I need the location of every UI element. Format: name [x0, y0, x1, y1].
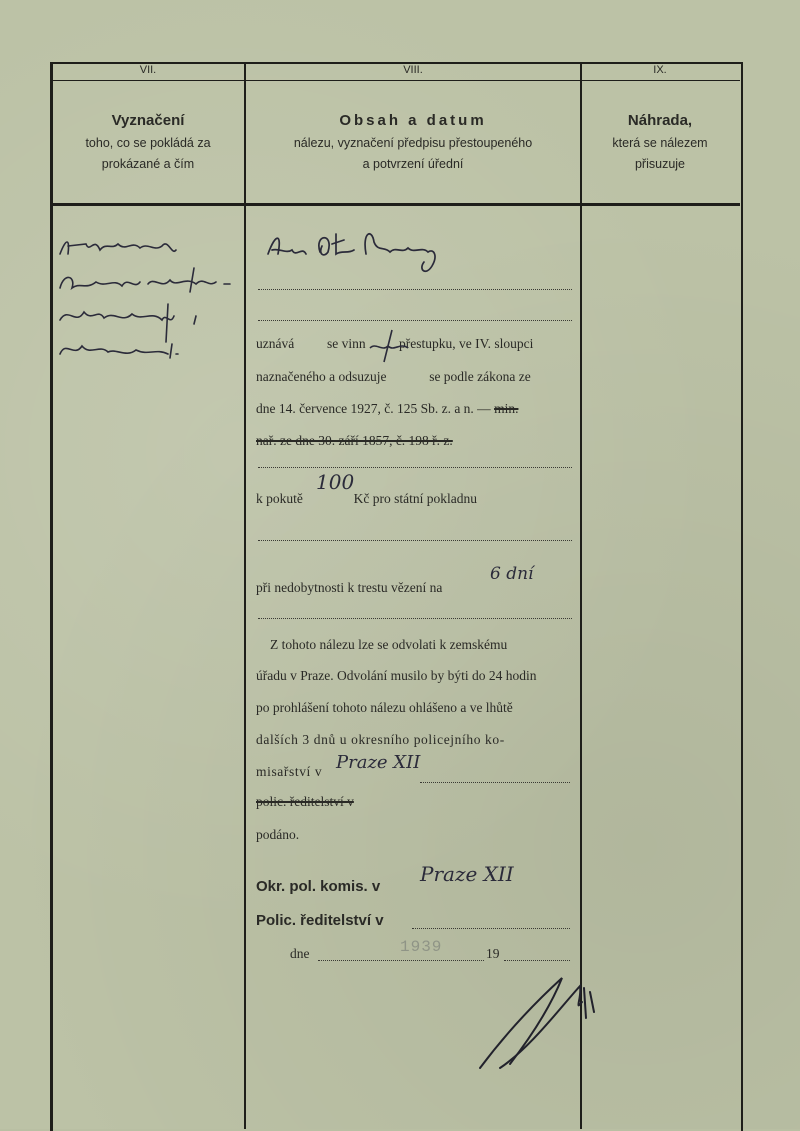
dotted-line	[258, 618, 572, 619]
date-year-suffix: 19	[486, 946, 500, 961]
dotted-line	[258, 289, 572, 290]
appeal-line-3: po prohlášení tohoto nálezu ohlášeno a ve lhůtě	[256, 700, 513, 715]
appeal-line-6: polic. ředitelství v	[256, 794, 354, 809]
dotted-line	[258, 467, 572, 468]
dotted-line	[258, 320, 572, 321]
verdict-line-4: nař. ze dne 30. září 1857, č. 198 ř. z.	[256, 433, 453, 448]
table-frame	[50, 62, 743, 1131]
handwritten-prison-term: 6 dní	[490, 564, 534, 584]
dotted-line	[504, 960, 570, 961]
prison-line: při nedobytnosti k trestu vězení na	[256, 580, 443, 595]
verdict-line-2: naznačeného a odsuzuje se podle zákona ze	[256, 369, 531, 384]
handwritten-suffix	[362, 326, 432, 366]
column-subtitle: prokázané a čím	[101, 157, 195, 171]
column-number-vii: VII.	[139, 64, 157, 76]
handwritten-office-place: Praze XII	[420, 862, 514, 886]
column-title: Obsah a datum	[339, 112, 487, 129]
column-header-viii	[246, 110, 580, 175]
fine-line: k pokutě Kč pro státní pokladnu	[256, 491, 477, 506]
header-rule	[50, 80, 740, 81]
column-header-ix	[582, 110, 738, 175]
column-header-vii	[52, 110, 244, 175]
date-stamp: 1939	[400, 938, 443, 956]
column-subtitle: a potvrzení úřední	[362, 157, 464, 171]
column-number-ix: IX.	[653, 64, 667, 76]
column-subtitle: která se nálezem	[612, 136, 708, 150]
office-line-1: Okr. pol. komis. v	[256, 878, 381, 895]
dotted-line	[420, 782, 570, 783]
appeal-line-4: dalších 3 dnů u okresního policejního ko-	[256, 732, 505, 747]
handwritten-finding	[56, 232, 236, 372]
verdict-line-3: dne 14. července 1927, č. 125 Sb. z. a n. — min.	[256, 401, 519, 416]
office-line-2: Polic. ředitelství v	[256, 912, 384, 929]
column-number-viii: VIII.	[403, 64, 423, 76]
official-signature	[470, 968, 610, 1078]
dotted-line	[318, 960, 484, 961]
verdict-line-1: uznává se vinn přestupku, ve IV. sloupci	[256, 336, 534, 351]
dotted-line	[258, 540, 572, 541]
appeal-line-7: podáno.	[256, 827, 300, 842]
appeal-line-2: úřadu v Praze. Odvolání musilo by býti do 24 hodin	[256, 668, 537, 683]
column-divider	[244, 62, 246, 1129]
appeal-line-5: misařství v	[256, 764, 323, 779]
appeal-line-1: Z tohoto nálezu lze se odvolati k zemskému	[270, 637, 508, 652]
column-subtitle: nálezu, vyznačení předpisu přestoupeného	[293, 136, 533, 150]
handwritten-fine: 100	[316, 470, 355, 494]
column-subtitle: toho, co se pokládá za	[85, 136, 211, 150]
dotted-line	[412, 928, 570, 929]
column-title: Náhrada,	[627, 112, 693, 129]
column-title: Vyznačení	[111, 112, 185, 129]
date-label: dne	[290, 946, 310, 961]
column-subtitle: přisuzuje	[634, 157, 686, 171]
handwritten-name	[262, 224, 452, 278]
handwritten-place: Praze XII	[336, 752, 421, 773]
header-bottom-rule	[50, 203, 740, 206]
